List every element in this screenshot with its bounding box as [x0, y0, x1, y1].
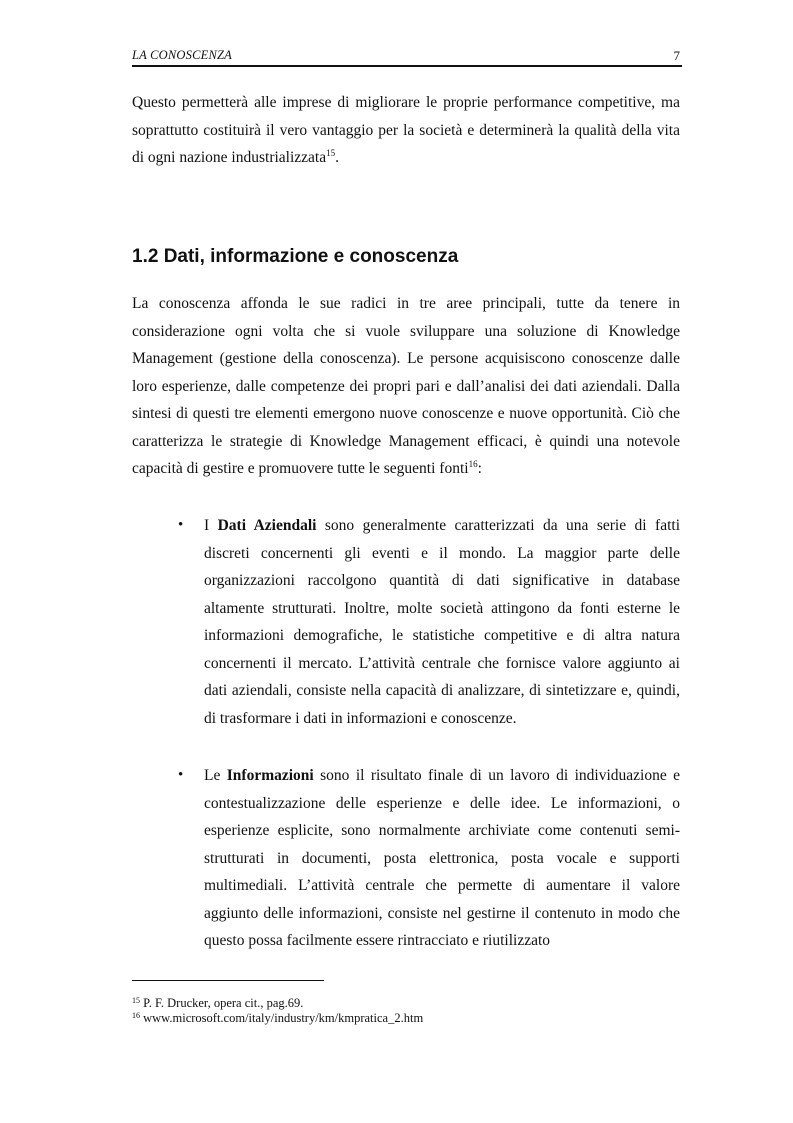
- intro-paragraph: Questo permetterà alle imprese di migliorare le proprie performance competitive, ma soprattutto costituirà il vero vantaggio per la società e determinerà la qualità della vita di ogni nazione industrializzata$^{15}$.: [132, 94, 680, 166]
- footnote-16: $^{16}$ www.microsoft.com/italy/industry/km/kmpratica_2.htm: [132, 1011, 424, 1025]
- list-item: • Le Informazioni sono il risultato finale di un lavoro di individuazione e contestualizzazione delle esperienze e delle idee. Le informazioni, o esperienze esplicite, sono normalmente archiviate come contenuti semi-strutturati in documenti, posta elettronica, posta vocale e supporti multimediali. L’attività centrale che permette di aumentare il valore aggiunto delle informazioni, consiste nel gestirne il contenuto in modo che questo possa facilmente essere rintracciato e riutilizzato: [178, 762, 680, 955]
- footnote-ref-16: 16: [468, 459, 478, 469]
- section-paragraph: La conoscenza affonda le sue radici in tre aree principali, tutte da tenere in considerazione ogni volta che si vuole sviluppare una soluzione di Knowledge Management (gestione della conoscenza). Le persone acquisiscono conoscenze dalle loro esperienze, dalle competenze dei propri pari e dall’analisi dei dati aziendali. Dalla sintesi di questi tre elementi emergono nuove conoscenze e nuove opportunità. Ciò che caratterizza le strategie di Knowledge Management efficaci, è quindi una notevole capacità di gestire e promuovere tutte le seguenti fonti$^{16}$:: [132, 295, 680, 477]
- section-heading: 1.2 Dati, informazione e conoscenza: [132, 246, 459, 267]
- header-divider: [132, 65, 682, 67]
- chapter-title: LA CONOSCENZA: [132, 48, 232, 62]
- term-dati-aziendali: Dati Aziendali: [217, 517, 317, 534]
- bullet-marker: •: [178, 517, 184, 533]
- footnote-ref-15: 15: [326, 148, 336, 158]
- bullet-marker: •: [178, 767, 184, 783]
- footnote-15: $^{15}$ P. F. Drucker, opera cit., pag.69.: [132, 996, 304, 1010]
- bullet-list: [178, 512, 680, 732]
- term-informazioni: Informazioni: [226, 767, 314, 784]
- bullet-list: [178, 762, 680, 955]
- page-number: 7: [673, 48, 680, 63]
- footnote-divider: [132, 980, 324, 981]
- footnotes: [132, 996, 423, 1026]
- running-header: [132, 48, 682, 64]
- list-item: • I Dati Aziendali sono generalmente caratterizzati da una serie di fatti discreti concernenti gli eventi e il mondo. La maggior parte delle organizzazioni raccolgono quantità di dati significative in database altamente strutturati. Inoltre, molte società attingono da fonti esterne le informazioni demografiche, le statistiche competitive e di altra natura concernenti il mercato. L’attività centrale che fornisce valore aggiunto ai dati aziendali, consiste nella capacità di analizzare, di sintetizzare e, quindi, di trasformare i dati in informazioni e conoscenze.: [178, 512, 680, 732]
